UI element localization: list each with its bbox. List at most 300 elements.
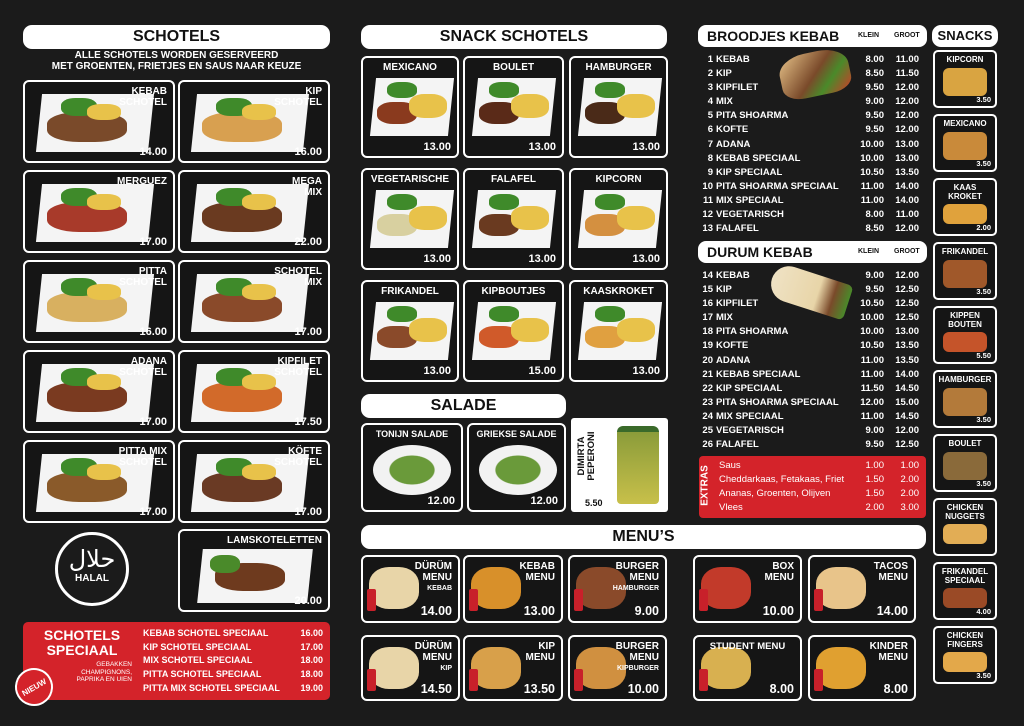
snack-card[interactable] — [933, 306, 997, 364]
card-price: 10.00 — [627, 682, 659, 696]
menu-card[interactable] — [361, 555, 460, 623]
speciaal-item-name: KIP SCHOTEL SPECIAAL — [143, 641, 252, 652]
card-title-line2: MENU — [878, 652, 908, 663]
speciaal-item-price: 17.00 — [300, 641, 323, 652]
schotel-card[interactable] — [178, 80, 330, 163]
price-row[interactable] — [699, 95, 919, 109]
schotel-card[interactable] — [178, 440, 330, 523]
item-name: KEBAB — [716, 54, 750, 65]
price-klein: 11.00 — [860, 410, 884, 422]
item-number: 4 — [707, 96, 713, 108]
dimirta-card[interactable] — [571, 418, 668, 512]
drink-can-image — [699, 669, 708, 691]
price-klein: 9.50 — [865, 82, 884, 94]
snack-schotel-card[interactable] — [361, 168, 459, 270]
price-row[interactable] — [699, 269, 919, 283]
item-name: KOFTE — [716, 340, 749, 352]
price-row[interactable] — [699, 123, 919, 137]
price-klein: 9.00 — [865, 425, 884, 437]
snack-card[interactable] — [933, 178, 997, 236]
card-title-line1: MEGA — [292, 176, 322, 187]
extras-row[interactable] — [719, 487, 919, 501]
extras-price-klein: 1.50 — [865, 488, 884, 499]
card-price: 8.00 — [769, 682, 794, 696]
item-number: 26 — [702, 439, 713, 451]
extras-row[interactable] — [719, 473, 919, 487]
price-row[interactable] — [699, 410, 919, 424]
item-name: KIP SPECIAAL — [716, 166, 783, 178]
card-title-line1: BOX — [772, 561, 794, 572]
item-number: 2 — [707, 68, 713, 80]
schotel-card[interactable] — [178, 350, 330, 433]
card-title — [274, 446, 322, 468]
snack-card[interactable] — [933, 498, 997, 556]
salad-image — [595, 82, 625, 98]
price-klein: 8.00 — [865, 209, 884, 221]
speciaal-row[interactable] — [143, 654, 323, 668]
fries-image — [87, 374, 121, 390]
food-image — [816, 647, 866, 689]
snack-schotel-card[interactable] — [361, 280, 459, 382]
fries-image — [617, 318, 655, 342]
snack-schotel-card[interactable] — [569, 56, 668, 158]
price-row[interactable] — [699, 325, 919, 339]
card-title — [119, 446, 167, 468]
card-title — [613, 561, 659, 594]
item-number: 3 — [707, 82, 713, 94]
price-klein: 10.50 — [860, 166, 884, 178]
menu-card[interactable] — [808, 635, 916, 701]
salad-image — [595, 194, 625, 210]
item-name: KIPFILET — [716, 82, 759, 94]
schotel-card[interactable] — [23, 350, 175, 433]
price-groot: 13.50 — [895, 354, 919, 366]
price-groot: 11.00 — [895, 54, 919, 65]
price-groot: 14.50 — [895, 382, 919, 394]
card-title-line1: KEBAB — [131, 86, 167, 97]
price-row[interactable] — [699, 396, 919, 410]
price-klein: 10.50 — [860, 340, 884, 352]
card-title-line1: KÖFTE — [288, 446, 322, 457]
drink-can-image — [367, 669, 376, 691]
price-groot: 12.00 — [895, 110, 919, 122]
price-groot: 13.00 — [895, 138, 919, 150]
card-title — [616, 641, 659, 674]
item-name: KEBAB SPECIAAL — [716, 368, 801, 380]
card-price: 12.00 — [427, 495, 455, 507]
item-name: KIP SPECIAAL — [716, 382, 783, 394]
extras-price-groot: 2.00 — [900, 474, 919, 485]
salad-image — [489, 306, 519, 322]
food-image — [701, 647, 751, 689]
card-title-line2: MENU — [629, 652, 659, 663]
salad-image — [387, 82, 417, 98]
snacks-header: SNACKS — [932, 25, 998, 47]
card-title-line1: KIP — [305, 86, 322, 97]
card-title — [765, 561, 794, 583]
card-title: LAMSKOTELETTEN — [227, 535, 322, 546]
card-price: 8.00 — [883, 682, 908, 696]
price-klein: 11.00 — [860, 194, 884, 206]
card-title-line2: MENU — [422, 652, 452, 663]
salad-image — [387, 306, 417, 322]
item-name: PITA SHOARMA — [716, 326, 789, 338]
snack-schotel-card[interactable] — [569, 280, 668, 382]
snack-image — [943, 652, 987, 672]
pepper-jar-image — [617, 426, 659, 504]
snack-image — [943, 132, 987, 160]
menu-card[interactable] — [568, 635, 667, 701]
price-groot: 15.00 — [895, 396, 919, 408]
menu-card[interactable] — [463, 555, 563, 623]
price-groot: 14.00 — [895, 368, 919, 380]
item-name: FALAFEL — [716, 439, 759, 451]
price-groot: 14.00 — [895, 194, 919, 206]
price-groot: 13.00 — [895, 152, 919, 164]
snack-title — [935, 116, 995, 128]
speciaal-item-price: 19.00 — [300, 682, 323, 693]
menu-card[interactable] — [693, 635, 802, 701]
item-name: ADANA — [716, 138, 751, 150]
card-price: 13.00 — [632, 141, 660, 153]
dimirta-price: 5.50 — [585, 498, 603, 508]
item-name: PITA SHOARMA SPECIAAL — [716, 180, 839, 192]
card-title — [117, 176, 167, 187]
snack-card[interactable] — [933, 242, 997, 300]
card-title: HAMBURGER — [585, 62, 652, 73]
fries-image — [87, 104, 121, 120]
snack-schotel-card[interactable] — [463, 168, 564, 270]
snack-title — [935, 372, 995, 384]
item-name: VEGETARISCH — [716, 425, 784, 437]
card-title-line1: BURGER — [615, 641, 659, 652]
schotel-card[interactable] — [23, 80, 175, 163]
card-title — [119, 266, 167, 288]
speciaal-list — [143, 627, 323, 696]
fries-image — [409, 318, 447, 342]
fries-image — [87, 284, 121, 300]
drink-can-image — [469, 669, 478, 691]
card-title-line1: KINDER — [869, 641, 908, 652]
speciaal-item-name: MIX SCHOTEL SPECIAAL — [143, 655, 253, 666]
salade-card[interactable] — [361, 423, 463, 512]
item-number: 8 — [707, 152, 713, 164]
card-price: 15.00 — [528, 365, 556, 377]
item-number: 6 — [707, 124, 713, 136]
snack-image — [943, 68, 987, 96]
card-title: BOULET — [492, 62, 535, 73]
item-number: 18 — [702, 326, 713, 338]
price-groot: 13.50 — [895, 340, 919, 352]
item-number: 11 — [702, 194, 713, 206]
snack-image — [943, 524, 987, 544]
snack-title — [935, 628, 995, 649]
drink-can-image — [814, 589, 823, 611]
durum-groot-label: GROOT — [894, 248, 920, 255]
item-number: 21 — [702, 368, 713, 380]
salad-image — [489, 82, 519, 98]
card-title: FALAFEL — [491, 174, 536, 185]
lamskoteletten-card[interactable] — [178, 529, 330, 612]
item-name: VEGETARISCH — [716, 209, 784, 221]
speciaal-title — [32, 628, 132, 658]
snack-card[interactable] — [933, 370, 997, 428]
extras-row[interactable] — [719, 501, 919, 515]
snack-title — [935, 308, 995, 329]
dimirta-label-line1: DIMIRTA — [576, 436, 587, 476]
extras-list — [719, 459, 919, 515]
card-price: 13.00 — [632, 365, 660, 377]
speciaal-item-name: KEBAB SCHOTEL SPECIAAL — [143, 628, 269, 638]
extras-item-name: Vlees — [719, 502, 743, 513]
card-title — [526, 641, 555, 663]
price-row[interactable] — [699, 53, 919, 67]
extras-price-klein: 1.50 — [865, 474, 884, 485]
snack-title — [935, 244, 995, 256]
snack-price: 4.00 — [976, 607, 991, 616]
price-groot: 13.00 — [895, 326, 919, 338]
snack-title-line1: FRIKANDEL — [941, 247, 989, 256]
price-klein: 9.00 — [865, 96, 884, 108]
durum-klein-label: KLEIN — [858, 248, 879, 255]
item-name: KOFTE — [716, 124, 749, 136]
dimirta-label-line2: PEPERONI — [586, 431, 597, 481]
price-groot: 12.00 — [895, 223, 919, 235]
item-name: FALAFEL — [716, 223, 759, 235]
durum-header — [698, 241, 927, 263]
card-price: 22.00 — [294, 236, 322, 248]
snack-schotel-card[interactable] — [463, 280, 564, 382]
price-klein: 11.00 — [860, 368, 884, 380]
fries-image — [617, 94, 655, 118]
fries-image — [511, 318, 549, 342]
fries-image — [242, 284, 276, 300]
price-klein: 10.00 — [860, 312, 884, 324]
card-price: 16.00 — [139, 326, 167, 338]
price-row[interactable] — [699, 138, 919, 152]
snack-title-line2: BOUTEN — [948, 320, 982, 329]
card-title-line2: SCHOTEL — [274, 367, 322, 378]
price-row[interactable] — [699, 67, 919, 81]
card-title-line1: KIP — [538, 641, 555, 652]
card-title-line1: MERGUEZ — [117, 176, 167, 187]
card-title — [292, 176, 322, 198]
card-title-line1: PITTA MIX — [118, 446, 167, 457]
schotels-header: SCHOTELS — [23, 25, 330, 49]
fries-image — [409, 206, 447, 230]
snack-title — [935, 52, 995, 64]
card-title: KIPBOUTJES — [481, 286, 546, 297]
item-number: 1 — [707, 54, 713, 65]
speciaal-row[interactable] — [143, 627, 323, 641]
snack-price: 3.50 — [976, 479, 991, 488]
extras-price-groot: 1.00 — [900, 460, 919, 471]
halal-arabic: حلال — [68, 545, 116, 573]
item-number: 24 — [702, 410, 713, 422]
card-price: 12.00 — [530, 495, 558, 507]
card-title: VEGETARISCHE — [370, 174, 450, 185]
nieuw-badge-label: NIEUW — [20, 676, 48, 698]
card-subtitle: KEBAB — [427, 585, 452, 592]
menu-card[interactable] — [693, 555, 802, 623]
card-title-line1: DÜRÜM — [414, 641, 452, 652]
card-title-line1: KEBAB — [519, 561, 555, 572]
salade-card[interactable] — [467, 423, 566, 512]
price-groot: 14.00 — [895, 180, 919, 192]
speciaal-row[interactable] — [143, 641, 323, 655]
snack-card[interactable] — [933, 114, 997, 172]
card-price: 17.50 — [294, 416, 322, 428]
halal-logo — [55, 532, 129, 606]
card-price: 13.00 — [528, 253, 556, 265]
speciaal-item-name: PITTA SCHOTEL SPECIAAL — [143, 669, 262, 680]
menu-card[interactable] — [568, 555, 667, 623]
card-price: 9.00 — [634, 604, 659, 618]
speciaal-description — [60, 661, 132, 684]
card-title-line1: PITTA — [138, 266, 167, 277]
schotel-card[interactable] — [23, 440, 175, 523]
fries-image — [87, 194, 121, 210]
price-row[interactable] — [699, 311, 919, 325]
price-row[interactable] — [699, 438, 919, 452]
price-klein: 9.50 — [865, 124, 884, 136]
item-number: 14 — [702, 270, 713, 281]
card-price: 13.00 — [423, 365, 451, 377]
item-name: MIX SPECIAAL — [716, 194, 784, 206]
speciaal-title-line2: SPECIAAL — [46, 642, 118, 658]
card-price: 13.00 — [523, 604, 555, 618]
card-title-line1: ADANA — [130, 356, 167, 367]
food-image — [471, 567, 521, 609]
extras-item-name: Saus — [719, 460, 741, 471]
item-name: KEBAB SPECIAAL — [716, 152, 801, 164]
extras-row[interactable] — [719, 459, 919, 473]
card-price: 17.00 — [139, 236, 167, 248]
menu-card[interactable] — [808, 555, 916, 623]
menu-card[interactable] — [361, 635, 460, 701]
item-number: 15 — [702, 284, 713, 296]
price-groot: 12.50 — [895, 439, 919, 451]
card-title-line1: BURGER — [615, 561, 659, 572]
price-row[interactable] — [699, 368, 919, 382]
price-row[interactable] — [699, 208, 919, 222]
snack-schotel-card[interactable] — [463, 56, 564, 158]
price-klein: 9.50 — [865, 284, 884, 296]
card-title — [874, 561, 908, 583]
snack-schotel-card[interactable] — [569, 168, 668, 270]
card-price: 20.00 — [294, 595, 322, 607]
item-number: 10 — [702, 180, 713, 192]
price-row[interactable] — [699, 339, 919, 353]
snack-price: 2.00 — [976, 223, 991, 232]
snack-card[interactable] — [933, 50, 997, 108]
snack-card[interactable] — [933, 434, 997, 492]
price-row[interactable] — [699, 222, 919, 236]
schotel-card[interactable] — [178, 260, 330, 343]
salad-image — [210, 555, 240, 573]
price-groot: 12.50 — [895, 298, 919, 310]
price-klein: 8.50 — [865, 68, 884, 80]
food-image — [369, 567, 419, 609]
extras-price-groot: 3.00 — [900, 502, 919, 513]
schotel-card[interactable] — [23, 170, 175, 253]
snack-price: 5.50 — [976, 351, 991, 360]
fries-image — [242, 194, 276, 210]
drink-can-image — [814, 669, 823, 691]
drink-can-image — [469, 589, 478, 611]
snack-schotel-card[interactable] — [361, 56, 459, 158]
card-title: TONIJN SALADE — [375, 429, 449, 439]
price-row[interactable] — [699, 109, 919, 123]
schotels-subtitle-line1: ALLE SCHOTELS WORDEN GESERVEERD — [74, 50, 279, 61]
snack-card[interactable] — [933, 562, 997, 620]
fries-image — [242, 104, 276, 120]
item-number: 13 — [702, 223, 713, 235]
price-row[interactable] — [699, 382, 919, 396]
price-groot: 11.50 — [895, 68, 919, 80]
price-row[interactable] — [699, 152, 919, 166]
fries-image — [617, 206, 655, 230]
card-title — [415, 641, 452, 674]
price-row[interactable] — [699, 297, 919, 311]
broodjes-price-list — [699, 53, 919, 236]
price-row[interactable] — [699, 166, 919, 180]
menu-card[interactable] — [463, 635, 563, 701]
card-title-line2: MENU — [525, 652, 555, 663]
card-price: 17.00 — [294, 326, 322, 338]
price-klein: 8.00 — [865, 54, 884, 65]
snack-card[interactable] — [933, 626, 997, 684]
schotel-card[interactable] — [178, 170, 330, 253]
card-price: 13.00 — [423, 141, 451, 153]
item-number: 25 — [702, 425, 713, 437]
speciaal-row[interactable] — [143, 682, 323, 696]
price-groot: 12.00 — [895, 270, 919, 281]
item-number: 16 — [702, 298, 713, 310]
price-row[interactable] — [699, 81, 919, 95]
price-row[interactable] — [699, 354, 919, 368]
card-price: 13.50 — [523, 682, 555, 696]
snack-title-line1: KAAS — [953, 183, 977, 192]
price-row[interactable] — [699, 180, 919, 194]
snack-schotels-header: SNACK SCHOTELS — [361, 25, 667, 49]
price-klein: 10.00 — [860, 138, 884, 150]
halal-text: HALAL — [75, 573, 109, 584]
item-name: KIPFILET — [716, 298, 759, 310]
snack-price: 3.50 — [976, 415, 991, 424]
snack-title — [935, 564, 995, 585]
speciaal-item-price: 18.00 — [300, 669, 323, 680]
card-title — [119, 86, 167, 108]
price-klein: 9.50 — [865, 439, 884, 451]
speciaal-row[interactable] — [143, 668, 323, 682]
price-groot: 12.00 — [895, 425, 919, 437]
item-name: KIP — [716, 68, 732, 80]
price-row[interactable] — [699, 194, 919, 208]
snack-title — [935, 180, 995, 201]
price-row[interactable] — [699, 424, 919, 438]
price-row[interactable] — [699, 283, 919, 297]
card-title: KIPCORN — [595, 174, 642, 185]
card-price: 14.00 — [139, 146, 167, 158]
bowl-image — [479, 445, 557, 495]
schotel-card[interactable] — [23, 260, 175, 343]
food-image — [816, 567, 866, 609]
card-title — [119, 356, 167, 378]
snack-title-line1: CHICKEN — [946, 631, 984, 640]
card-title — [274, 266, 322, 288]
card-price: 14.00 — [420, 604, 452, 618]
